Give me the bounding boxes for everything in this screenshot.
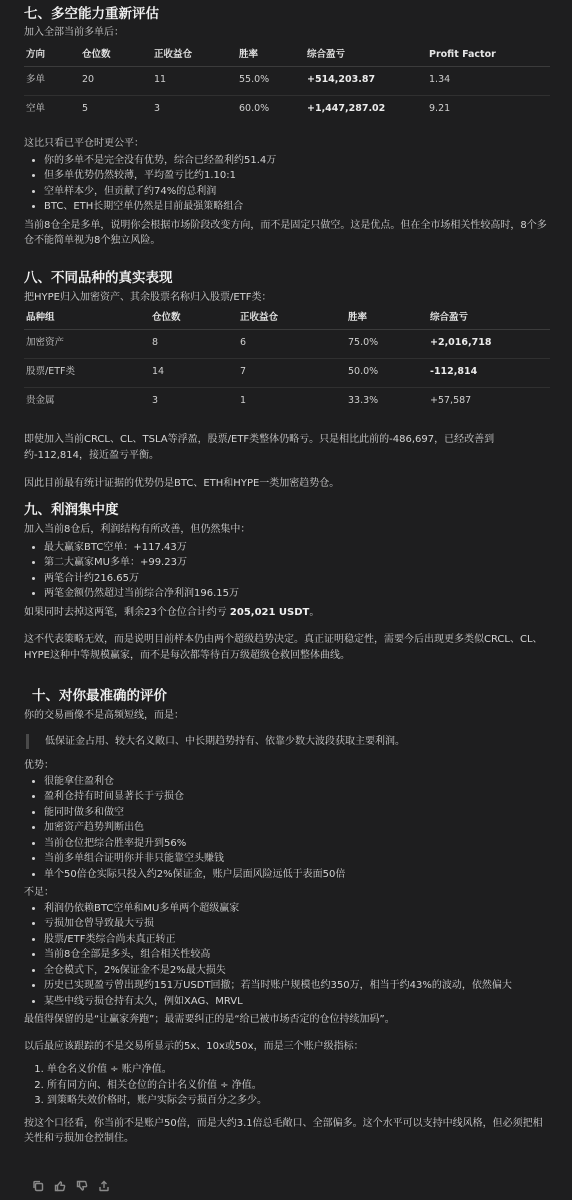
paragraph: 因此目前最有统计证据的优势仍是BTC、ETH和HYPE一类加密趋势仓。 bbox=[24, 478, 340, 489]
column-header: 胜率 bbox=[237, 46, 305, 67]
list-item: • 股票/ETF类综合尚未真正转正 bbox=[44, 932, 550, 948]
table-cell: 33.3% bbox=[348, 395, 379, 407]
list-item: • 亏损加仓曾导致最大亏损 bbox=[44, 916, 550, 932]
list-item: • 但多单优势仍然较薄，平均盈亏比约1.10:1 bbox=[44, 168, 550, 184]
table-cell: 空单 bbox=[26, 103, 46, 115]
section-10-title: 十、对你最准确的评价 bbox=[32, 688, 167, 704]
table-row bbox=[24, 95, 550, 124]
table-cell: 75.0% bbox=[346, 329, 428, 358]
list-item: • 盈利仓持有时间显著长于亏损仓 bbox=[44, 789, 550, 805]
section-10-intro: 你的交易画像不是高频短线，而是： bbox=[24, 710, 184, 721]
column-header: 方向 bbox=[24, 46, 80, 67]
loss-amount: 205,021 USDT bbox=[229, 606, 310, 618]
thumbs-up-icon[interactable] bbox=[54, 1180, 66, 1192]
table-cell: 多单 bbox=[24, 66, 80, 95]
table-cell: 1.34 bbox=[427, 66, 550, 95]
paragraph: 这比只看已平仓时更公平： bbox=[24, 138, 144, 149]
table-cell: 3 bbox=[152, 395, 159, 407]
list-item: • 两笔合计约216.65万 bbox=[44, 571, 550, 587]
column-header: 仓位数 bbox=[80, 46, 152, 67]
table-header-row bbox=[24, 46, 550, 67]
list-item: • 很能拿住盈利仓 bbox=[44, 774, 550, 790]
cons-label: 不足： bbox=[24, 887, 54, 898]
list-item: • 能同时做多和做空 bbox=[44, 805, 550, 821]
bullet-list bbox=[24, 153, 550, 215]
list-item: • 利润仍依赖BTC空单和MU多单两个超级赢家 bbox=[44, 901, 550, 917]
table-cell: 3 bbox=[154, 103, 161, 115]
list-item: • 当前8仓全部是多头，组合相关性较高 bbox=[44, 947, 550, 963]
list-item: • 全仓模式下，2%保证金不是2%最大损失 bbox=[44, 963, 550, 979]
blockquote: 低保证金占用、较大名义敞口、中长期趋势持有、依靠少数大波段获取主要利润。 bbox=[26, 734, 550, 750]
list-item: • 单个50倍仓实际只投入约2%保证金，账户层面风险远低于表面50倍 bbox=[44, 867, 550, 883]
section-10 bbox=[24, 686, 550, 1147]
section-9 bbox=[24, 500, 550, 663]
list-item: • 两笔金额仍然超过当前综合净利润196.15万 bbox=[44, 586, 550, 602]
table-row bbox=[24, 358, 550, 387]
table-cell: 50.0% bbox=[346, 358, 428, 387]
paragraph: 以后最应该跟踪的不是交易所显示的5x、10x或50x，而是三个账户级指标： bbox=[24, 1040, 364, 1052]
table-cell: 5 bbox=[82, 103, 89, 115]
column-header: Profit Factor bbox=[427, 46, 550, 67]
table-cell: 20 bbox=[80, 66, 152, 95]
table-cell: 11 bbox=[152, 66, 237, 95]
list-item: 2. 所有同方向、相关仓位的合计名义价值 ÷ 净值。 bbox=[47, 1078, 550, 1094]
table-cell: 7 bbox=[238, 358, 346, 387]
column-header: 正收益仓 bbox=[238, 309, 346, 330]
section-7-intro: 加入全部当前多单后： bbox=[24, 27, 124, 38]
section-8-title: 八、不同品种的真实表现 bbox=[24, 270, 173, 286]
list-item: • 某些中线亏损仓持有太久，例如XAG、MRVL bbox=[44, 994, 550, 1010]
paragraph: 按这个口径看，你当前不是账户50倍，而是大约3.1倍总毛敞口、全部偏多。这个水平可以支持中线风格，但必须把相关性和亏损加仓控制住。 bbox=[24, 1117, 543, 1144]
message-actions bbox=[32, 1180, 110, 1192]
text-span: 。 bbox=[309, 606, 320, 618]
list-item: • 最大赢家BTC空单：+117.43万 bbox=[44, 540, 550, 556]
section-7-notes bbox=[24, 136, 550, 249]
column-header: 胜率 bbox=[346, 309, 428, 330]
list-item: • 空单样本少，但贡献了约74%的总利润 bbox=[44, 184, 550, 200]
share-icon[interactable] bbox=[98, 1180, 110, 1192]
cons-list bbox=[24, 901, 550, 1010]
list-item: 3. 到策略失效价格时，账户实际会亏损百分之多少。 bbox=[47, 1093, 550, 1109]
pros-label: 优势： bbox=[24, 760, 54, 771]
table-row bbox=[24, 329, 550, 358]
column-header: 综合盈亏 bbox=[305, 46, 427, 67]
table-row bbox=[24, 66, 550, 95]
paragraph: 最值得保留的是“让赢家奔跑”；最需要纠正的是“给已被市场否定的仓位持续加码”。 bbox=[24, 1014, 395, 1025]
table-cell: 6 bbox=[238, 329, 346, 358]
list-item: • 第二大赢家MU多单：+99.23万 bbox=[44, 555, 550, 571]
section-9-title: 九、利润集中度 bbox=[24, 502, 119, 518]
table-cell: 60.0% bbox=[239, 103, 270, 115]
list-item: • 当前多单组合证明你并非只能靠空头赚钱 bbox=[44, 851, 550, 867]
paragraph: 即使加入当前CRCL、CL、TSLA等浮盈，股票/ETF类整体仍略亏。只是相比此前的-486,697，已经改善到约-112,814，接近盈亏平衡。 bbox=[24, 434, 495, 461]
text-span: 如果同时去掉这两笔，剩余23个仓位合计约亏 bbox=[24, 606, 230, 618]
table-cell: 加密资产 bbox=[24, 329, 150, 358]
column-header: 综合盈亏 bbox=[428, 309, 550, 330]
pros-list bbox=[24, 774, 550, 883]
copy-icon[interactable] bbox=[32, 1180, 44, 1192]
table-cell: +2,016,718 bbox=[428, 329, 550, 358]
long-short-table bbox=[24, 46, 550, 124]
column-header: 正收益仓 bbox=[152, 46, 237, 67]
table-cell: +57,587 bbox=[430, 395, 472, 407]
table-header-row bbox=[24, 309, 550, 330]
asset-class-table bbox=[24, 309, 550, 416]
table-cell: 1 bbox=[240, 395, 247, 407]
section-8-intro: 把HYPE归入加密资产、其余股票名称归入股票/ETF类： bbox=[24, 292, 272, 303]
list-item: 1. 单仓名义价值 ÷ 账户净值。 bbox=[47, 1062, 550, 1078]
section-7 bbox=[24, 0, 550, 124]
paragraph bbox=[24, 605, 550, 621]
numbered-list bbox=[24, 1062, 550, 1109]
table-cell: +514,203.87 bbox=[305, 66, 427, 95]
column-header: 仓位数 bbox=[150, 309, 238, 330]
table-cell: 8 bbox=[150, 329, 238, 358]
table-cell: +1,447,287.02 bbox=[307, 103, 386, 115]
section-8 bbox=[24, 268, 550, 416]
column-header: 品种组 bbox=[24, 309, 150, 330]
section-9-intro: 加入当前8仓后，利润结构有所改善，但仍然集中： bbox=[24, 524, 251, 535]
thumbs-down-icon[interactable] bbox=[76, 1180, 88, 1192]
list-item: • 历史已实现盈亏曾出现约151万USDT回撤；若当时账户规模也约350万，相当于约43%的波动，依然偏大 bbox=[44, 978, 550, 994]
paragraph: 当前8仓全是多单，说明你会根据市场阶段改变方向，而不是固定只做空。这是优点。但在全市场相关性较高时，8个多仓不能简单视为8个独立风险。 bbox=[24, 219, 547, 246]
table-cell: -112,814 bbox=[428, 358, 550, 387]
list-item: • BTC、ETH长期空单仍然是目前最强策略组合 bbox=[44, 199, 550, 215]
table-cell: 股票/ETF类 bbox=[24, 358, 150, 387]
list-item: • 你的多单不是完全没有优势，综合已经盈利约51.4万 bbox=[44, 153, 550, 169]
paragraph: 这不代表策略无效，而是说明目前样本仍由两个超级趋势决定。真正证明稳定性，需要今后出现更多类似CRCL、CL、HYPE这种中等规模赢家，而不是每次都等待百万级超级仓救回整体曲线。 bbox=[24, 634, 543, 661]
section-7-title: 七、多空能力重新评估 bbox=[24, 6, 159, 22]
table-cell: 14 bbox=[150, 358, 238, 387]
table-cell: 9.21 bbox=[429, 103, 451, 115]
list-item: • 当前仓位把综合胜率提升到56% bbox=[44, 836, 550, 852]
table-cell: 55.0% bbox=[237, 66, 305, 95]
bullet-list bbox=[24, 540, 550, 602]
list-item: • 加密资产趋势判断出色 bbox=[44, 820, 550, 836]
table-row bbox=[24, 387, 550, 416]
table-cell: 贵金属 bbox=[26, 395, 55, 407]
section-8-notes bbox=[24, 432, 550, 492]
